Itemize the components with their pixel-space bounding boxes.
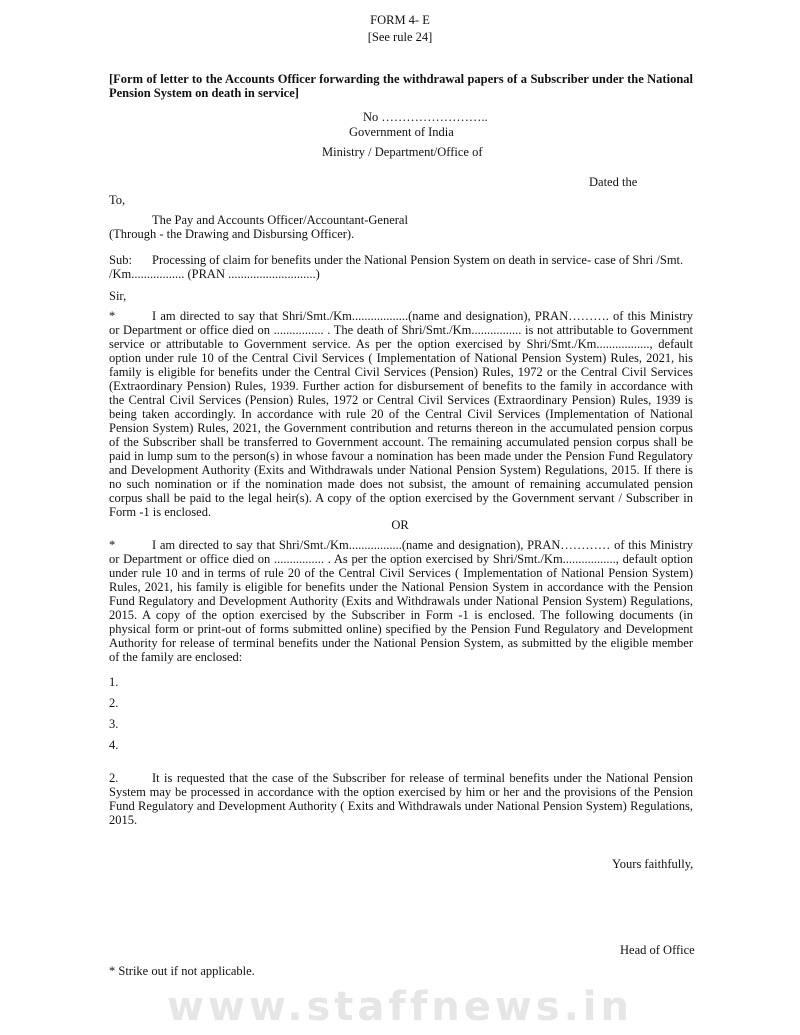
form-number: FORM 4- E — [370, 13, 430, 27]
government-line: Government of India — [349, 125, 454, 139]
subject-label: Sub: — [109, 253, 132, 267]
or-separator: OR — [391, 518, 409, 532]
paragraph-number: 2. — [109, 771, 119, 785]
subject-line-1: Processing of claim for benefits under the National Pension System on death in service- case of Shri /Smt. — [152, 253, 684, 267]
salutation: Sir, — [109, 289, 127, 303]
watermark: www.staffnews.in — [167, 984, 633, 1030]
enclosure-item-3: 3. — [109, 717, 119, 731]
rule-reference: [See rule 24] — [367, 30, 433, 44]
through-line: (Through - the Drawing and Disbursing Officer). — [109, 227, 355, 241]
dated-line: Dated the — [589, 175, 638, 189]
enclosure-item-1: 1. — [109, 675, 119, 689]
paragraph-request — [109, 771, 693, 827]
paragraph-option-2-text: I am directed to say that Shri/Smt./Km.................(name and designation), PRAN………… of this Ministry or Department or office died on ................ . As per the option exercised by Shri/Smt./Km................., default option under rule 10 and in terms of rule 20 of the Central Civil Services ( Implementation of National Pension System) Rules, 2021, his family is eligible for benefits under the National Pension System in accordance with the Pension Fund Regulatory and Development Authority (Exits and Withdrawals under National Pension System) Regulations, 2015. A copy of the option exercised by the Subscriber in Form -1 is enclosed. The following documents (in physical form or print-out of forms submitted online) specified by the Pension Fund Regulatory and Development Authority for release of terminal benefits under the National Pension System, as submitted by the eligible member of the family are enclosed: — [109, 538, 693, 664]
paragraph-option-1-text: I am directed to say that Shri/Smt./Km..................(name and designation), PRAN………. of this Ministry or Department or office died on ................ . The death of Shri/Smt./Km................ is not attributable to Government service or attributable to Government service. As per the option exercised by Shri/Smt./Km................., default option under rule 10 of the Central Civil Services ( Implementation of National Pension System) Rules, 2021, his family is eligible for benefits under the Central Civil Services (Pension) Rules, 1972 or the Central Civil Services (Extraordinary Pension) Rules, 1939. Further action for disbursement of benefits to the family in accordance with the Central Civil Services (Pension) Rules, 1972 or Central Civil Services (Extraordinary Pension) Rules, 1939 is being taken accordingly. In accordance with rule 20 of the Central Civil Services (Implementation of National Pension System) Rules, 2021, the Government contribution and returns thereon in the accumulated pension corpus of the Subscriber shall be transferred to Government account. The remaining accumulated pension corpus shall be paid in lump sum to the person(s) in whose favour a nomination has been made under the Pension Fund Regulatory and Development Authority (Exits and Withdrawals under National Pension System) Regulations, 2015. If there is no such nomination or if the nomination made does not subsist, the amount of remaining accumulated pension corpus shall be paid to the legal heir(s). A copy of the option exercised by the Government servant / Subscriber in Form -1 is enclosed. — [109, 309, 693, 519]
enclosure-item-4: 4. — [109, 738, 119, 752]
paragraph-option-1 — [109, 309, 693, 519]
signatory: Head of Office — [620, 943, 695, 957]
to-line: To, — [109, 193, 126, 207]
ministry-line: Ministry / Department/Office of — [322, 145, 483, 159]
strike-marker: * — [109, 538, 116, 552]
yours-faithfully: Yours faithfully, — [612, 857, 694, 871]
paragraph-option-2 — [109, 538, 693, 664]
paragraph-request-text: It is requested that the case of the Subscriber for release of terminal benefits under the National Pension System may be processed in accordance with the option exercised by him or her and the provisions of the Pension Fund Regulatory and Development Authority ( Exits and Withdrawals under National Pension System) Regulations, 2015. — [109, 771, 693, 827]
footnote: * Strike out if not applicable. — [109, 964, 255, 978]
enclosure-item-2: 2. — [109, 696, 119, 710]
form-title: [Form of letter to the Accounts Officer forwarding the withdrawal papers of a Subscriber under the National Pension System on death in service] — [109, 72, 693, 100]
strike-marker: * — [109, 309, 116, 323]
recipient-line: The Pay and Accounts Officer/Accountant-General — [152, 213, 408, 227]
letter-number: No …………………….. — [363, 110, 488, 124]
subject-line-2: /Km................. (PRAN ............................) — [109, 267, 320, 281]
